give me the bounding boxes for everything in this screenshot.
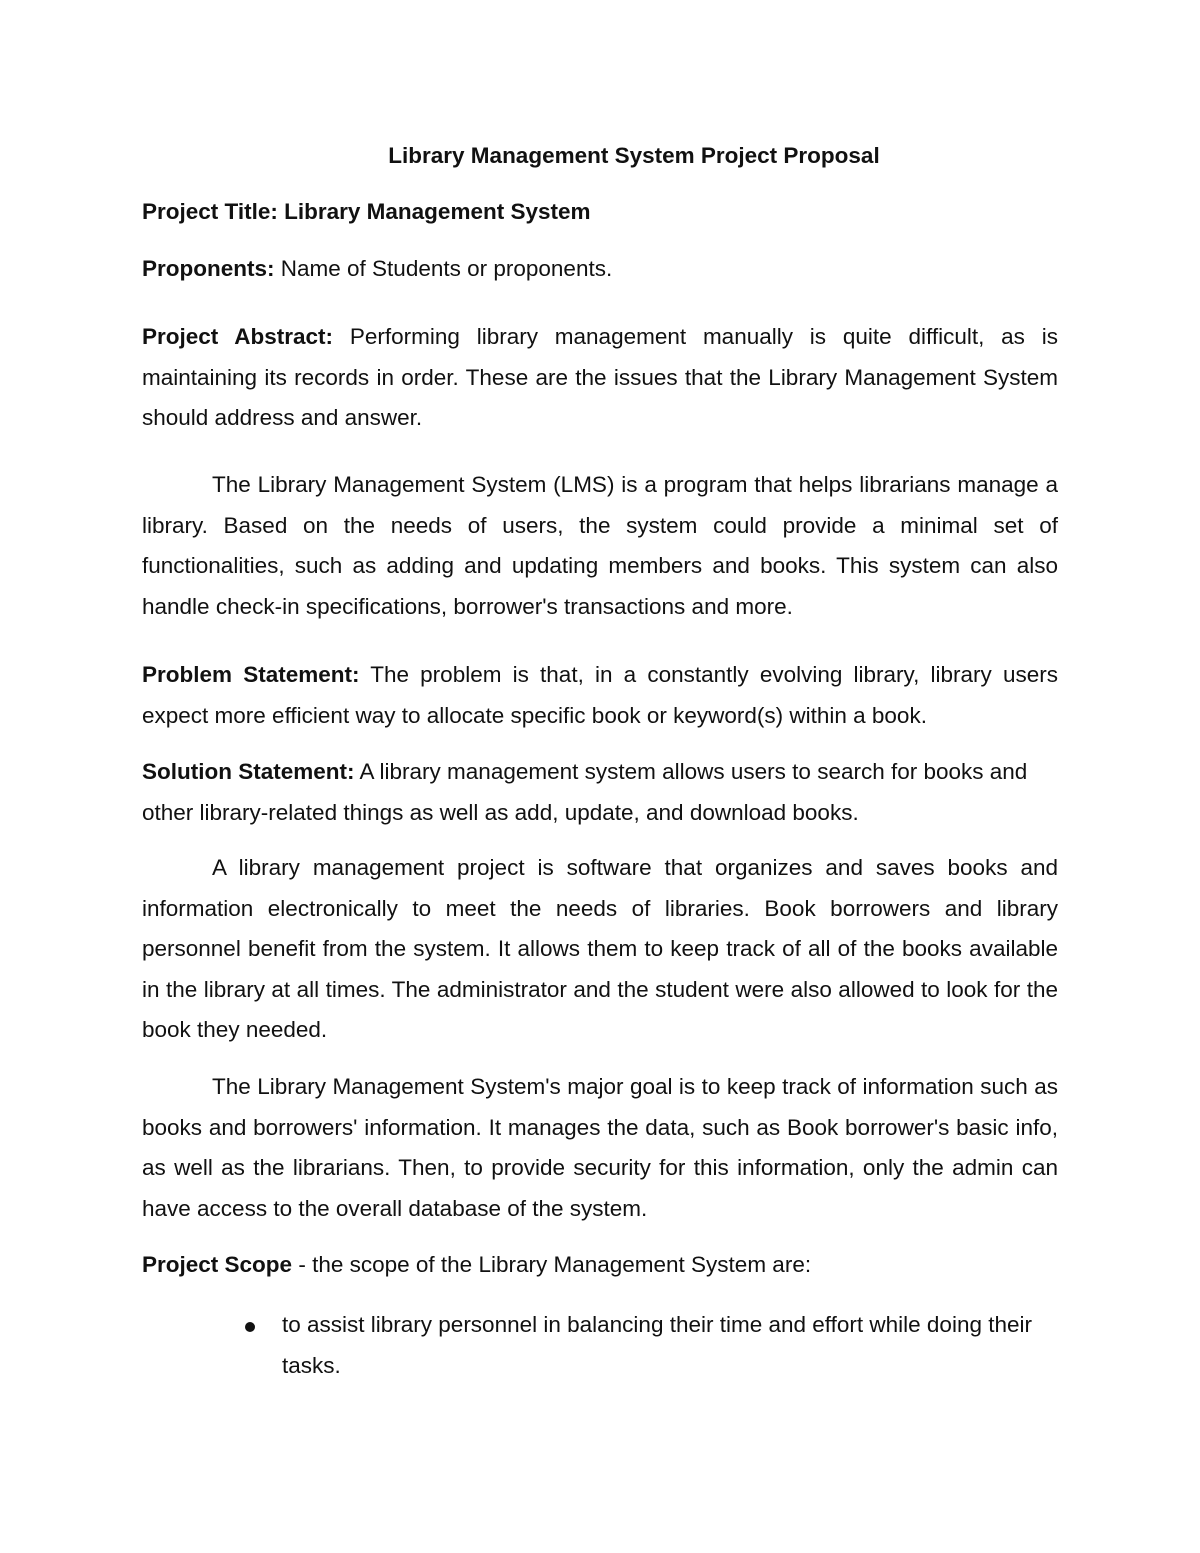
- project-title-label: Project Title:: [142, 199, 278, 224]
- goal-paragraph: The Library Management System's major goal is to keep track of information such as books and borrowers' information. It manages the data, such as Book borrower's basic info, as well as the librarians. Then, to provide security for this information, only the admin can have access to the overall database of the system.: [142, 1074, 1058, 1221]
- problem-statement-paragraph: [142, 655, 1058, 736]
- proponents-line: [142, 249, 1058, 290]
- project-title-line: [142, 192, 1058, 233]
- project-scope-label: Project Scope: [142, 1252, 293, 1277]
- project-scope-line: [142, 1245, 1058, 1286]
- project-abstract-text: Performing library management manually is quite difficult, as is maintaining its records in order. These are the issues that the Library Management System should address and answer.: [142, 324, 1058, 430]
- proponents-value: Name of Students or proponents.: [280, 256, 613, 281]
- document-title: Library Management System Project Proposal: [388, 143, 880, 168]
- bullet-icon: [245, 1322, 255, 1332]
- problem-statement-label: Problem Statement:: [142, 662, 360, 687]
- solution-statement-text: A library management system allows users to search for books and other library-related things as well as add, update, and download books.: [142, 759, 1028, 825]
- solution-statement-paragraph: [142, 752, 1058, 833]
- scope-item-text: to assist library personnel in balancing their time and effort while doing their tasks.: [282, 1312, 1032, 1378]
- project-title-value: Library Management System: [284, 199, 591, 224]
- project-paragraph: A library management project is software that organizes and saves books and information electronically to meet the needs of libraries. Book borrowers and library personnel benefit from the system. It allows them to keep track of all of the books available in the library at all times. The administrator and the student were also allowed to look for the book they needed.: [142, 855, 1058, 1042]
- lms-paragraph: The Library Management System (LMS) is a program that helps librarians manage a library. Based on the needs of users, the system could provide a minimal set of functionalities, such as adding and updating members and books. This system can also handle check-in specifications, borrower's transactions and more.: [142, 472, 1058, 619]
- project-abstract-label: Project Abstract:: [142, 324, 334, 349]
- project-abstract-paragraph: [142, 317, 1058, 439]
- solution-statement-label: Solution Statement:: [142, 759, 355, 784]
- proponents-label: Proponents:: [142, 256, 275, 281]
- project-scope-text: - the scope of the Library Management System are:: [298, 1252, 812, 1277]
- problem-statement-text: The problem is that, in a constantly evolving library, library users expect more efficient way to allocate specific book or keyword(s) within a book.: [142, 662, 1058, 728]
